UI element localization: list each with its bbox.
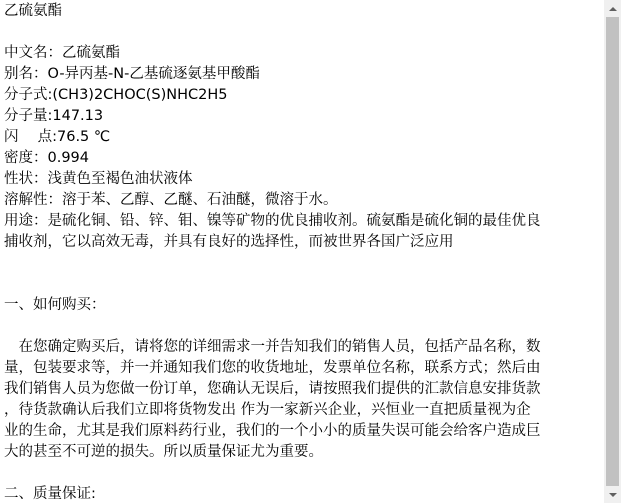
vertical-scrollbar[interactable]	[604, 0, 621, 503]
spacer	[4, 253, 602, 274]
arrow-up-icon	[609, 7, 617, 11]
property-formula: 分子式:(CH3)2CHOC(S)NHC2H5	[4, 87, 228, 103]
arrow-down-icon	[609, 493, 617, 497]
property-usage: 用途：是硫化铜、铅、锌、钼、镍等矿物的优良捕收剂。硫氨酯是硫化铜的最佳优良	[4, 213, 541, 229]
paragraph-line: 业的生命，尤其是我们原料药行业，我们的一个小小的质量失误可能会给客户造成巨	[4, 423, 541, 439]
spacer	[4, 316, 602, 337]
spacer	[4, 274, 602, 295]
property-solubility: 溶解性：溶于苯、乙醇、乙醚、石油醚，微溶于水。	[4, 192, 338, 208]
spacer	[4, 463, 602, 484]
property-flash-point: 闪 点:76.5 ℃	[4, 129, 111, 145]
property-chinese-name: 中文名：乙硫氨酯	[4, 45, 120, 61]
property-usage-continued: 捕收剂，它以高效无毒，并具有良好的选择性，而被世界各国广泛应用	[4, 234, 454, 250]
section-heading-quality-assurance: 二、质量保证:	[4, 486, 96, 502]
document-body	[4, 1, 602, 503]
scrollbar-thumb[interactable]	[606, 17, 619, 486]
property-molecular-weight: 分子量:147.13	[4, 108, 104, 124]
property-alias: 别名：O-异丙基-N-乙基硫逐氨基甲酸酯	[4, 66, 260, 82]
property-appearance: 性状：浅黄色至褐色油状液体	[4, 171, 193, 187]
scroll-down-button[interactable]	[604, 486, 621, 503]
spacer	[4, 22, 602, 43]
section-heading-how-to-buy: 一、如何购买：	[4, 297, 106, 313]
paragraph-line: 在您确定购买后，请将您的详细需求一并告知我们的销售人员，包括产品名称，数	[4, 339, 541, 355]
document-title: 乙硫氨酯	[4, 3, 62, 19]
scroll-up-button[interactable]	[604, 0, 621, 17]
paragraph-line: 我们销售人员为您做一份订单，您确认无误后，请按照我们提供的汇款信息安排货款	[4, 381, 541, 397]
property-density: 密度：0.994	[4, 150, 90, 166]
paragraph-line: 大的甚至不可逆的损失。所以质量保证尤为重要。	[4, 444, 323, 460]
paragraph-line: ，待货款确认后我们立即将货物发出 作为一家新兴企业，兴恒业一直把质量视为企	[4, 402, 531, 418]
paragraph-line: 量，包装要求等，并一并通知我们您的收货地址，发票单位名称，联系方式；然后由	[4, 360, 541, 376]
